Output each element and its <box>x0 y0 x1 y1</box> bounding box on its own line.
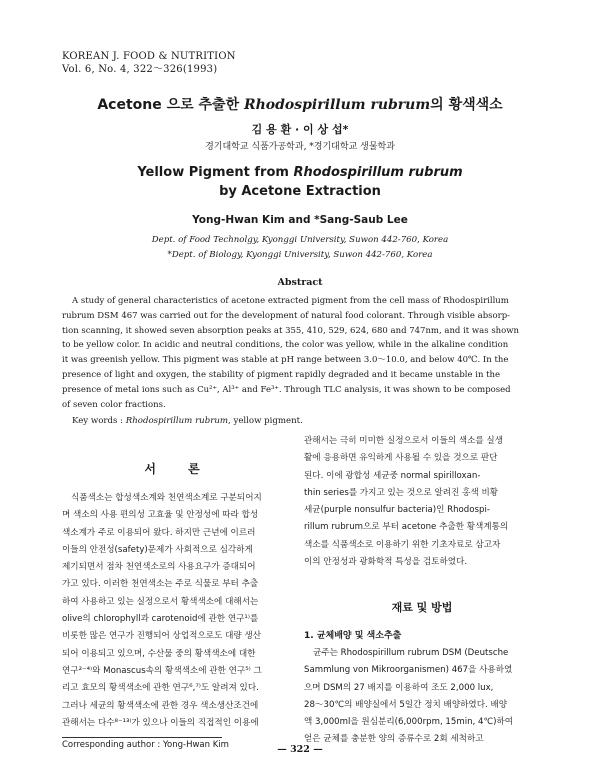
keywords-label: Key words : <box>72 416 126 426</box>
journal-volume: Vol. 6, No. 4, 322～326(1993) <box>62 64 218 75</box>
abstract-line: of seven color fractions. <box>62 399 166 410</box>
abstract-body <box>62 294 540 412</box>
methods-line: 균주는 Rhodospirillum rubrum DSM (Deutsche <box>313 648 509 658</box>
journal-header <box>62 50 236 76</box>
abstract-line: it was greenish yellow. This pigment was stable at pH range between 3.0～10.0, and below 40℃. In the <box>62 355 509 366</box>
intro-line: 색소계가 주로 이용되어 왔다. 하지만 근년에 이르러 <box>62 527 256 538</box>
intro-line: 식품색소는 합성색소계와 천연색소계로 구분되어지 <box>71 493 262 503</box>
footnote-divider <box>62 737 222 738</box>
english-title-species: Rhodospirillum rubrum <box>293 165 463 180</box>
intro-right-line: 색소를 식품색소로 이용하기 위한 기초자료로 삼고자 <box>304 539 501 550</box>
intro-line: 제기되면서 점차 천연색소로의 사용요구가 증대되어 <box>62 562 256 573</box>
methods-heading: 재료 및 방법 <box>391 601 453 614</box>
korean-affiliations: 경기대학교 식품가공학과, *경기대학교 생물학과 <box>205 142 395 152</box>
intro-right-line: 관해서는 극히 미미한 실정으로서 이들의 색소를 실생 <box>304 436 504 446</box>
intro-line: 연구²⁻⁴⁾와 Monascus속의 황색색소에 관한 연구⁵⁾ 그 <box>62 665 262 676</box>
intro-right-line: 세균(purple nonsulfur bacteria)인 Rhodospi- <box>304 505 490 516</box>
intro-line: olive의 chlorophyll과 carotenoid에 관한 연구¹⁾를 <box>62 614 259 625</box>
methods-line: 으며 DSM의 27 배지를 이용하여 조도 2,000 lux, <box>304 682 494 693</box>
intro-line: 관해서는 다수⁸⁻¹³⁾가 있으나 이들의 직접적인 이용에 <box>62 717 259 728</box>
english-authors: Yong-Hwan Kim and *Sang-Saub Lee <box>192 214 408 226</box>
abstract-line: presence of light and oxygen, the stability of pigment rapidly degraded and it became unstable in the <box>62 369 501 380</box>
page-number: — 322 — <box>277 744 323 755</box>
english-title <box>0 163 600 201</box>
korean-title-species: Rhodospirillum rubrum <box>243 97 431 113</box>
intro-right-line: 이의 안정성과 광화학적 특성을 검토하였다. <box>304 557 468 568</box>
methods-line: 액 3,000ml을 원심분리(6,000rpm, 15min, 4℃)하여 <box>304 717 514 728</box>
methods-subheading: 1. 균체배양 및 색소추출 <box>304 631 402 641</box>
methods-line: Sammlung von Mikroorganismen) 467을 사용하였 <box>304 665 513 676</box>
intro-line: 이들의 안전성(safety)문제가 사회적으로 심각하게 <box>62 544 253 555</box>
abstract-line: to be yellow color. In acidic and neutral conditions, the color was yellow, while in the alkaline condition <box>62 340 509 351</box>
korean-title <box>0 94 600 114</box>
intro-line: 되어 이용되고 있으며, 수산물 중의 황색색소에 대한 <box>62 648 256 659</box>
abstract-line: tion scanning, it showed seven absorption peaks at 355, 410, 529, 624, 680 and 747nm, and it was shown <box>62 325 520 336</box>
corresponding-author-footnote: Corresponding author : Yong-Hwan Kim <box>62 740 229 750</box>
keywords <box>72 416 303 426</box>
intro-line: 가고 있다. 이러한 천연색소는 주로 식물로 부터 추출 <box>62 579 259 590</box>
korean-title-prefix: Acetone 으로 추출한 <box>97 97 244 113</box>
intro-line: 하여 사용하고 있는 실정으로서 황색색소에 대해서는 <box>62 596 259 607</box>
affiliation-biology: *Dept. of Biology, Kyonggi University, Suwon 442-760, Korea <box>167 250 433 260</box>
intro-line: 그러나 세균의 황색색소에 관한 경우 색소생산조건에 <box>62 700 259 711</box>
intro-right-line: 된다. 이에 광합성 세균중 normal spirilloxan- <box>304 470 481 481</box>
abstract-line: A study of general characteristics of acetone extracted pigment from the cell mass of Rhodospirillum <box>72 296 509 306</box>
abstract-heading: Abstract <box>277 277 323 288</box>
intro-heading: 서 론 <box>144 462 214 476</box>
english-title-line-1 <box>0 163 600 182</box>
methods-column <box>304 645 540 749</box>
english-affiliations <box>0 233 600 263</box>
affiliation-food-tech: Dept. of Food Technolgy, Kyonggi University, Suwon 442-760, Korea <box>151 235 449 245</box>
methods-line: 얻은 균체를 충분한 양의 증류수로 2회 세척하고 <box>304 734 484 745</box>
korean-authors: 김 용 환 · 이 상 섭* <box>251 123 349 136</box>
intro-right-line: thin series를 가지고 있는 것으로 알려진 홍색 비황 <box>304 487 499 498</box>
keywords-rest: , yellow pigment. <box>228 416 303 426</box>
intro-line: 리고 효모의 황색색소에 관한 연구⁶,⁷⁾도 알려져 있다. <box>62 683 259 694</box>
english-title-line-2: by Acetone Extraction <box>219 184 381 199</box>
korean-title-suffix: 의 황색색소 <box>430 97 503 113</box>
journal-name: KOREAN J. FOOD & NUTRITION <box>62 51 236 62</box>
abstract-line: rubrum DSM 467 was carried out for the development of natural food colorant. Through visible absorp- <box>62 310 511 321</box>
keywords-species: Rhodospirillum rubrum <box>125 416 228 426</box>
intro-column-left <box>62 490 296 732</box>
intro-line: 비롯한 많은 연구가 진행되어 상업적으로도 대량 생산 <box>62 631 262 642</box>
intro-right-line: 활에 응용하면 유익하게 사용될 수 있을 것으로 판단 <box>304 453 498 464</box>
intro-right-line: rillum rubrum으로 부터 acetone 추출한 황색계통의 <box>304 522 509 533</box>
abstract-line: presence of metal ions such as Cu²⁺, Al³⁺ and Fe³⁺. Through TLC analysis, it was shown to be composed <box>62 384 511 395</box>
intro-line: 며 색소의 사용 편의성 고효율 및 안정성에 따라 합성 <box>62 510 259 521</box>
methods-line: 28～30℃의 배양실에서 5일간 정치 배양하였다. 배양 <box>304 699 508 710</box>
intro-column-right <box>304 433 540 571</box>
english-title-prefix: Yellow Pigment from <box>137 165 294 180</box>
